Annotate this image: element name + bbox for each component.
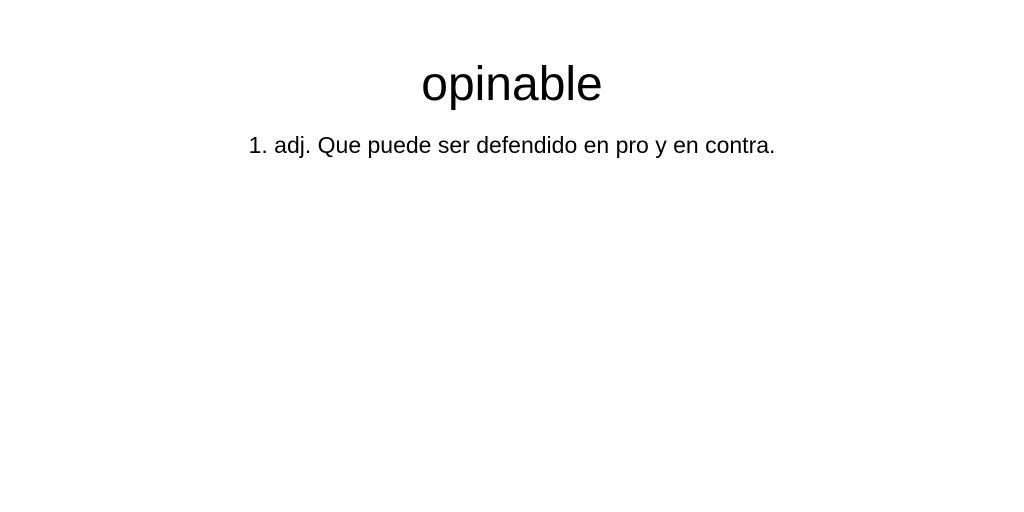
- definition-1: 1. adj. Que puede ser defendido en pro y en contra.: [248, 132, 776, 158]
- headword: opinable: [421, 58, 603, 111]
